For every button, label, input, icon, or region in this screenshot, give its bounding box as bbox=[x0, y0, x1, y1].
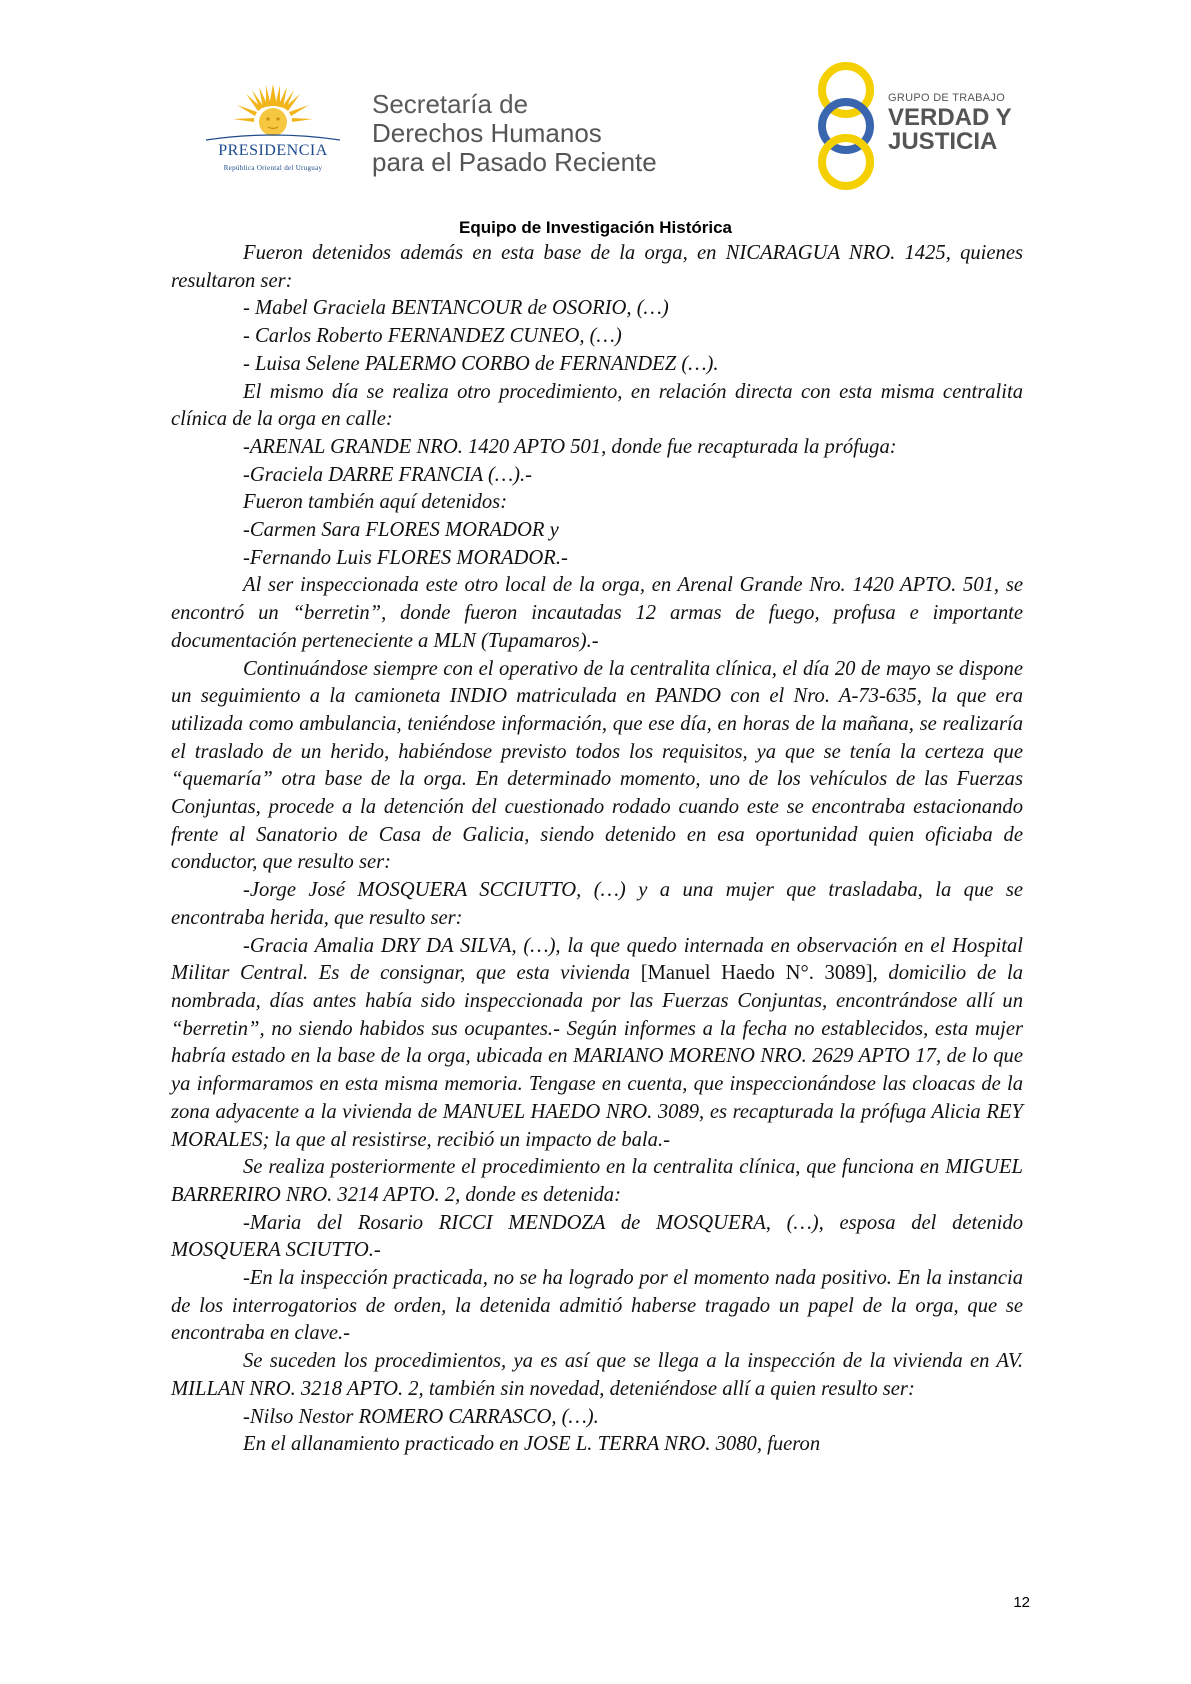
chain-rings-icon bbox=[808, 62, 884, 190]
paragraph: Al ser inspeccionada este otro local de la orga, en Arenal Grande Nro. 1420 APTO. 501, se encontró un “berretin”, donde fueron incautadas 12 armas de fuego, profusa e importante documentación perteneciente a MLN (Tupamaros).- bbox=[171, 574, 1023, 652]
list-item: -Jorge José MOSQUERA SCCIUTTO, (…) y a una mujer que trasladaba, la que se encontraba herida, que resulto ser: bbox=[171, 879, 1023, 929]
list-item: -Nilso Nestor ROMERO CARRASCO, (…). bbox=[243, 1405, 599, 1428]
list-item: - Carlos Roberto FERNANDEZ CUNEO, (…) bbox=[243, 325, 622, 348]
paragraph: Se realiza posteriormente el procedimiento en la centralita clínica, que funciona en MIGUEL BARRERIRO NRO. 3214 APTO. 2, donde es detenida: bbox=[171, 1156, 1023, 1206]
list-item: - Mabel Graciela BENTANCOUR de OSORIO, (…) bbox=[243, 297, 669, 320]
list-item: - Luisa Selene PALERMO CORBO de FERNANDEZ (…). bbox=[243, 352, 719, 375]
secretaria-title bbox=[372, 90, 657, 177]
paragraph: Se suceden los procedimientos, ya es así que se llega a la inspección de la vivienda en AV. MILLAN NRO. 3218 APTO. 2, también sin novedad, deteniéndose allí a quien resulto ser: bbox=[171, 1350, 1023, 1400]
address-note: [Manuel Haedo N°. 3089] bbox=[640, 962, 873, 985]
paragraph-part: -Gracia Amalia DRY DA SILVA, (…), la que quedo internada en observación en el Hospital Militar Central. Es de consignar, que esta vivienda bbox=[171, 934, 1023, 985]
document-body bbox=[171, 240, 1023, 1459]
paragraph: Fueron también aquí detenidos: bbox=[243, 491, 508, 514]
secretaria-line2: Derechos Humanos bbox=[372, 118, 602, 148]
sun-emblem-icon bbox=[198, 80, 348, 144]
list-item: -Carmen Sara FLORES MORADOR y bbox=[243, 519, 559, 542]
gtvj-title-line1: VERDAD Y bbox=[888, 104, 1012, 131]
paragraph-part: , domicilio de la nombrada, días antes había sido inspeccionada por las Fuerzas Conjuntas, encontrándose allí un “berretin”, no siendo habidos sus ocupantes.- Según informes a la fecha no establecidos, esta mujer habría estado en la base de la orga, ubicada en MARIANO MORENO NRO. 2629 APTO 17, de lo que ya informaramos en esta misma memoria. Tengase en cuenta, que inspeccionándose las cloacas de la zona adyacente a la vivienda de MANUEL HAEDO NRO. 3089, es recapturada la prófuga Alicia REY MORALES; la que al resistirse, recibió un impacto de bala.- bbox=[171, 962, 1024, 1151]
list-item: -Graciela DARRE FRANCIA (…).- bbox=[243, 463, 533, 486]
secretaria-line3: para el Pasado Reciente bbox=[372, 147, 657, 177]
presidencia-label: PRESIDENCIA bbox=[218, 142, 328, 159]
gtvj-small-label: GRUPO DE TRABAJO bbox=[888, 92, 1006, 104]
gtvj-title-line2: JUSTICIA bbox=[888, 128, 998, 155]
verdad-justicia-logo bbox=[808, 62, 1028, 190]
paragraph: -En la inspección practicada, no se ha logrado por el momento nada positivo. En la instancia de los interrogatorios de orden, la detenida admitió haberse tragado un papel de la orga, que se encontraba en clave.- bbox=[171, 1267, 1023, 1345]
team-title: Equipo de Investigación Histórica bbox=[459, 218, 732, 237]
paragraph: En el allanamiento practicado en JOSE L. TERRA NRO. 3080, fueron bbox=[243, 1433, 821, 1456]
paragraph: El mismo día se realiza otro procedimiento, en relación directa con esta misma centralita clínica de la orga en calle: bbox=[171, 380, 1023, 431]
list-item: -Fernando Luis FLORES MORADOR.- bbox=[243, 546, 568, 569]
paragraph bbox=[171, 933, 1023, 1155]
list-item: -Maria del Rosario RICCI MENDOZA de MOSQUERA, (…), esposa del detenido MOSQUERA SCIUTTO.- bbox=[171, 1211, 1023, 1262]
presidencia-subtitle: República Oriental del Uruguay bbox=[223, 164, 323, 172]
paragraph: Continuándose siempre con el operativo de la centralita clínica, el día 20 de mayo se dispone un seguimiento a la camioneta INDIO matriculada en PANDO con el Nro. A-73-635, la que era utilizada como ambulancia, teniéndose información, que ese día, en horas de la mañana, se realizaría el traslado de un herido, habiéndose previsto todos los requisitos, ya que se tenía la certeza que “quemaría” otra base de la orga. En determinado momento, uno de los vehículos de las Fuerzas Conjuntas, procede a la detención del cuestionado rodado cuando este se encontraba estacionando frente al Sanatorio de Casa de Galicia, siendo detenido en esa oportunidad quien oficiaba de conductor, que resulto ser: bbox=[171, 657, 1023, 874]
presidencia-logo bbox=[198, 80, 348, 180]
secretaria-line1: Secretaría de bbox=[372, 89, 529, 119]
list-item: -ARENAL GRANDE NRO. 1420 APTO 501, donde fue recapturada la prófuga: bbox=[243, 435, 897, 458]
gtvj-title bbox=[888, 106, 1012, 154]
page-number: 12 bbox=[1013, 1594, 1030, 1611]
paragraph: Fueron detenidos además en esta base de la orga, en NICARAGUA NRO. 1425, quienes resultaron ser: bbox=[171, 242, 1023, 292]
